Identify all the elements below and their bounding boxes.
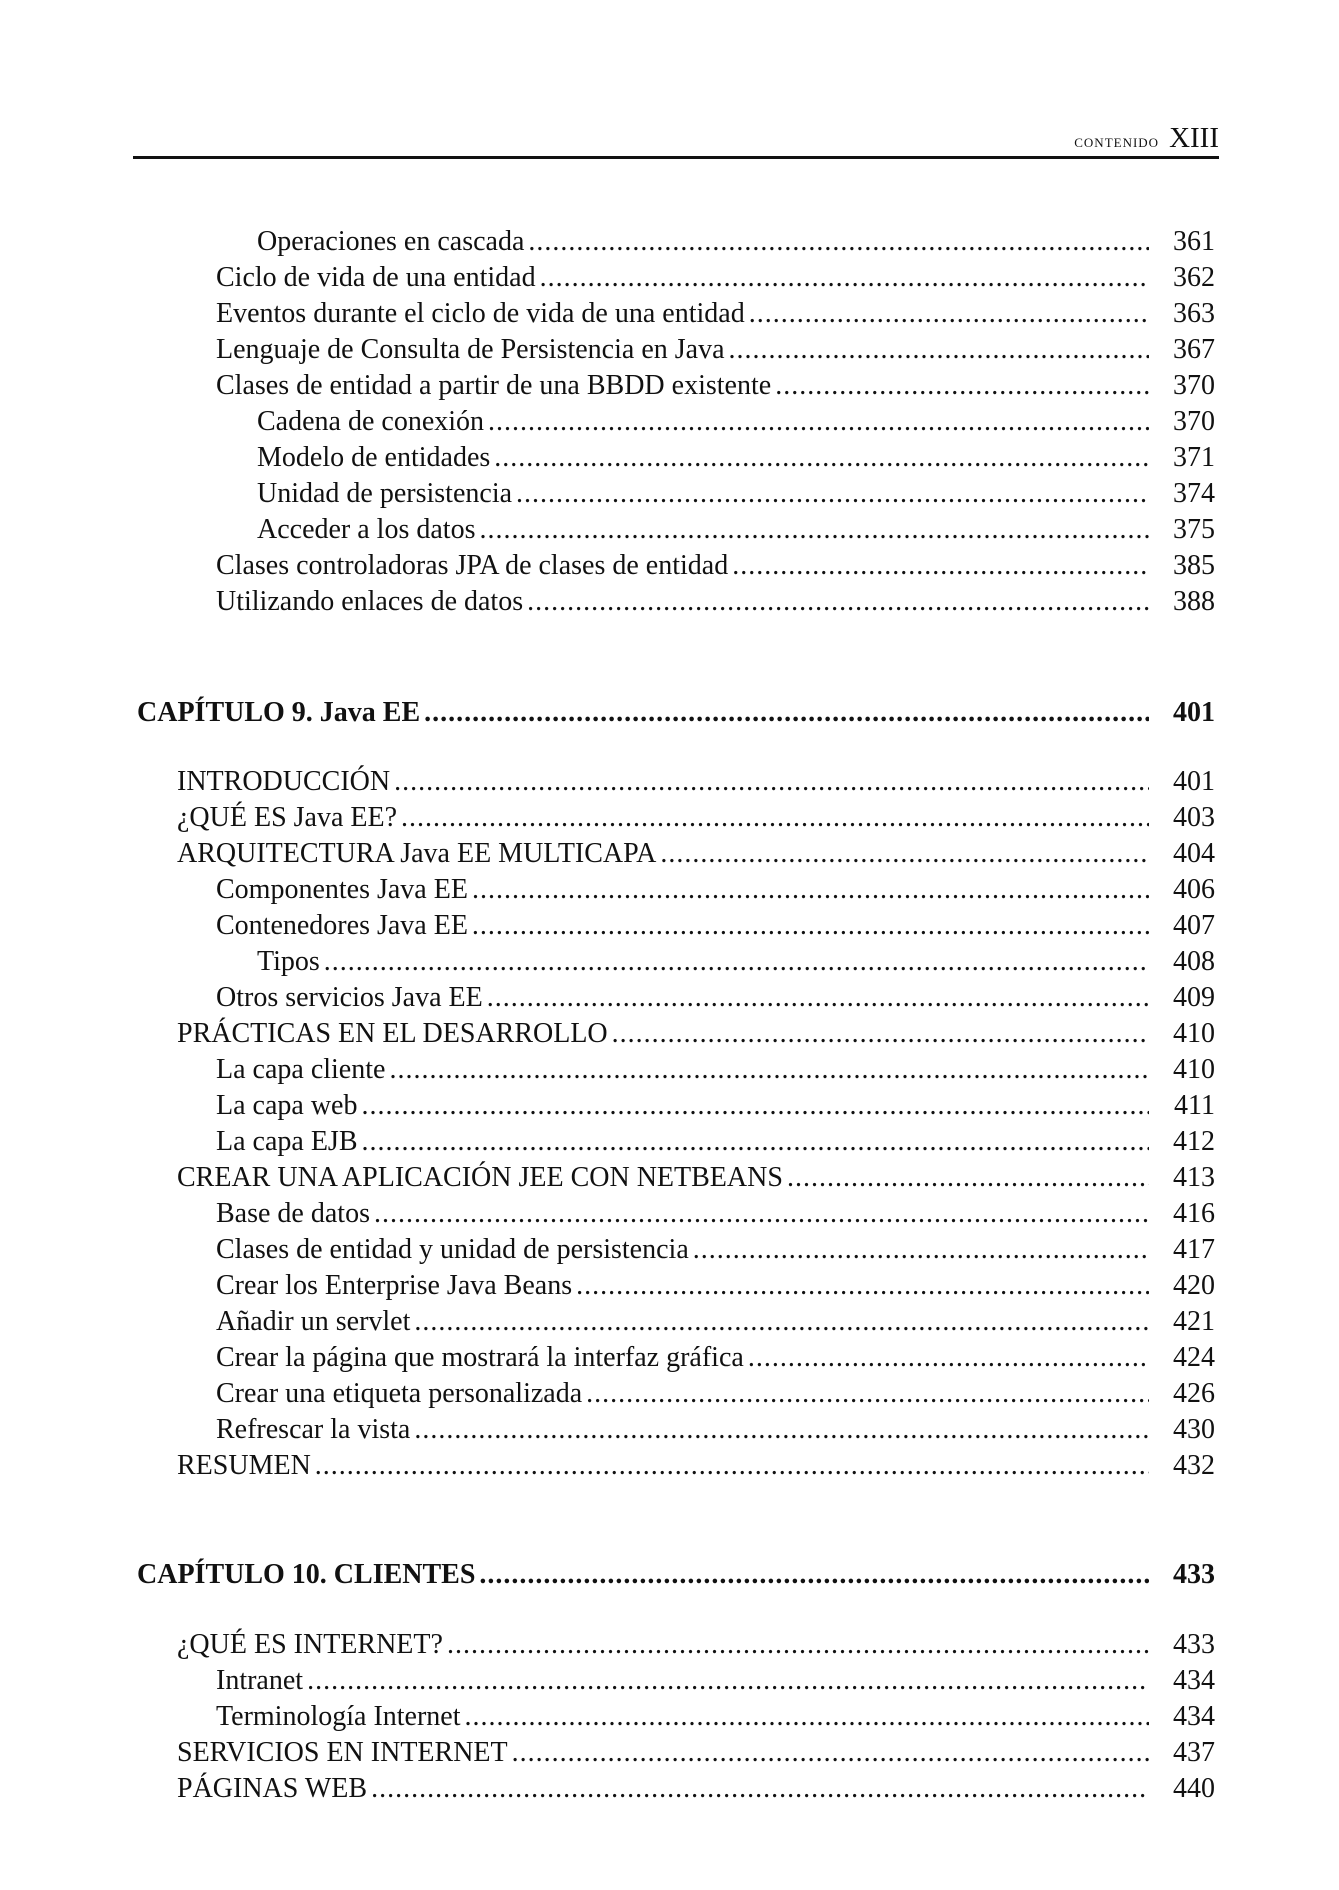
dot-leader bbox=[516, 476, 1149, 512]
toc-entry-page: 410 bbox=[1173, 1018, 1215, 1049]
toc-entry-title: La capa web bbox=[216, 1090, 358, 1121]
toc-entry-page: 404 bbox=[1173, 838, 1215, 869]
dot-leader bbox=[361, 1088, 1149, 1124]
toc-entry-title: Refrescar la vista bbox=[216, 1414, 411, 1445]
toc-entry-page: 420 bbox=[1173, 1270, 1215, 1301]
toc-entry bbox=[257, 476, 1215, 512]
toc-entry-page: 362 bbox=[1173, 262, 1215, 293]
toc-entry bbox=[216, 332, 1215, 368]
dot-leader bbox=[307, 1663, 1149, 1699]
dot-leader bbox=[324, 944, 1149, 980]
toc-entry-title: Terminología Internet bbox=[216, 1701, 461, 1732]
toc-entry-page: 409 bbox=[1173, 982, 1215, 1013]
toc-entry-page: 406 bbox=[1173, 874, 1215, 905]
toc-entry bbox=[216, 1088, 1215, 1124]
toc-entry-title: Acceder a los datos bbox=[257, 514, 476, 545]
toc-entry-title: Componentes Java EE bbox=[216, 874, 468, 905]
toc-entry bbox=[216, 908, 1215, 944]
dot-leader bbox=[660, 836, 1149, 872]
toc-entry bbox=[216, 1124, 1215, 1160]
toc-entry-page: 440 bbox=[1173, 1773, 1215, 1804]
toc-entry bbox=[177, 800, 1215, 836]
toc-entry-page: 434 bbox=[1173, 1701, 1215, 1732]
toc-entry-title: Clases controladoras JPA de clases de entidad bbox=[216, 550, 729, 581]
dot-leader bbox=[472, 872, 1149, 908]
toc-entry-title: Crear una etiqueta personalizada bbox=[216, 1378, 583, 1409]
toc-entry-title: Modelo de entidades bbox=[257, 442, 491, 473]
toc-entry bbox=[216, 872, 1215, 908]
toc-entry-page: 363 bbox=[1173, 298, 1215, 329]
toc-entry-page: 417 bbox=[1173, 1234, 1215, 1265]
toc-entry-page: 416 bbox=[1173, 1198, 1215, 1229]
toc-entry-title: INTRODUCCIÓN bbox=[177, 766, 391, 797]
toc-entry-title: PRÁCTICAS EN EL DESARROLLO bbox=[177, 1018, 608, 1049]
toc-entry-title: Operaciones en cascada bbox=[257, 226, 525, 257]
dot-leader bbox=[488, 404, 1149, 440]
toc-entry bbox=[216, 1412, 1215, 1448]
toc-entry-page: 434 bbox=[1173, 1665, 1215, 1696]
toc-entry-page: 426 bbox=[1173, 1378, 1215, 1409]
dot-leader bbox=[479, 1557, 1149, 1593]
dot-leader bbox=[512, 1735, 1149, 1771]
toc-entry bbox=[216, 1232, 1215, 1268]
toc-entry-page: 410 bbox=[1173, 1054, 1215, 1085]
dot-leader bbox=[732, 548, 1149, 584]
toc-entry-title: ¿QUÉ ES Java EE? bbox=[177, 802, 398, 833]
toc-entry-page: 388 bbox=[1173, 586, 1215, 617]
toc-entry-page: 424 bbox=[1173, 1342, 1215, 1373]
toc-entry-title: SERVICIOS EN INTERNET bbox=[177, 1737, 508, 1768]
toc-entry-page: 432 bbox=[1173, 1450, 1215, 1481]
dot-leader bbox=[447, 1627, 1149, 1663]
toc-entry-page: 375 bbox=[1173, 514, 1215, 545]
toc-entry-page: 367 bbox=[1173, 334, 1215, 365]
toc-entry-title: Base de datos bbox=[216, 1198, 370, 1229]
toc-entry-page: 433 bbox=[1173, 1629, 1215, 1660]
toc-entry-title: Crear la página que mostrará la interfaz gráfica bbox=[216, 1342, 744, 1373]
toc-entry bbox=[216, 584, 1215, 620]
toc-entry-title: La capa EJB bbox=[216, 1126, 358, 1157]
toc-entry-title: ¿QUÉ ES INTERNET? bbox=[177, 1629, 443, 1660]
toc-entry bbox=[216, 1304, 1215, 1340]
dot-leader bbox=[528, 224, 1149, 260]
toc-entry-title: Añadir un servlet bbox=[216, 1306, 411, 1337]
toc-entry bbox=[257, 944, 1215, 980]
toc-entry bbox=[216, 1699, 1215, 1735]
dot-leader bbox=[414, 1412, 1149, 1448]
toc-entry bbox=[257, 512, 1215, 548]
toc-entry-page: 385 bbox=[1173, 550, 1215, 581]
dot-leader bbox=[775, 368, 1149, 404]
dot-leader bbox=[394, 764, 1149, 800]
dot-leader bbox=[612, 1016, 1149, 1052]
toc-entry-page: 411 bbox=[1174, 1090, 1215, 1121]
toc-entry bbox=[216, 1268, 1215, 1304]
toc-entry-page: 430 bbox=[1173, 1414, 1215, 1445]
toc-entry bbox=[177, 1627, 1215, 1663]
toc-entry-title: Otros servicios Java EE bbox=[216, 982, 483, 1013]
toc-entry bbox=[216, 1340, 1215, 1376]
dot-leader bbox=[472, 908, 1149, 944]
dot-leader bbox=[749, 296, 1149, 332]
toc-chapter-heading bbox=[137, 695, 1215, 731]
toc-entry bbox=[216, 1196, 1215, 1232]
page-number-roman: XIII bbox=[1169, 122, 1219, 154]
toc-entry-page: 371 bbox=[1173, 442, 1215, 473]
dot-leader bbox=[424, 695, 1149, 731]
toc-entry bbox=[216, 296, 1215, 332]
dot-leader bbox=[479, 512, 1149, 548]
dot-leader bbox=[576, 1268, 1149, 1304]
toc-entry-title: CAPÍTULO 10. CLIENTES bbox=[137, 1559, 476, 1590]
dot-leader bbox=[389, 1052, 1149, 1088]
toc-entry bbox=[177, 1016, 1215, 1052]
toc-entry bbox=[257, 440, 1215, 476]
dot-leader bbox=[465, 1699, 1149, 1735]
toc-entry-page: 361 bbox=[1173, 226, 1215, 257]
toc-entry bbox=[177, 1771, 1215, 1807]
dot-leader bbox=[787, 1160, 1149, 1196]
toc-entry bbox=[216, 1376, 1215, 1412]
toc-entry bbox=[216, 1663, 1215, 1699]
toc-entry-title: ARQUITECTURA Java EE MULTICAPA bbox=[177, 838, 657, 869]
toc-entry-title: Utilizando enlaces de datos bbox=[216, 586, 524, 617]
toc-entry bbox=[257, 404, 1215, 440]
toc-entry-title: Ciclo de vida de una entidad bbox=[216, 262, 536, 293]
dot-leader bbox=[494, 440, 1149, 476]
toc-entry-title: CREAR UNA APLICACIÓN JEE CON NETBEANS bbox=[177, 1162, 783, 1193]
dot-leader bbox=[401, 800, 1149, 836]
toc-entry-title: Eventos durante el ciclo de vida de una entidad bbox=[216, 298, 745, 329]
toc-entry bbox=[177, 764, 1215, 800]
dot-leader bbox=[540, 260, 1149, 296]
dot-leader bbox=[374, 1196, 1149, 1232]
toc-entry bbox=[216, 368, 1215, 404]
dot-leader bbox=[729, 332, 1150, 368]
dot-leader bbox=[586, 1376, 1149, 1412]
toc-entry-page: 370 bbox=[1173, 406, 1215, 437]
toc-entry bbox=[216, 1052, 1215, 1088]
toc-entry-title: Clases de entidad a partir de una BBDD existente bbox=[216, 370, 772, 401]
dot-leader bbox=[371, 1771, 1149, 1807]
toc-entry bbox=[177, 836, 1215, 872]
dot-leader bbox=[487, 980, 1149, 1016]
toc-entry bbox=[257, 224, 1215, 260]
toc-entry-page: 407 bbox=[1173, 910, 1215, 941]
toc-entry-page: 374 bbox=[1173, 478, 1215, 509]
toc-entry-title: PÁGINAS WEB bbox=[177, 1773, 368, 1804]
dot-leader bbox=[693, 1232, 1149, 1268]
dot-leader bbox=[315, 1448, 1149, 1484]
toc-entry bbox=[177, 1735, 1215, 1771]
toc-entry bbox=[177, 1448, 1215, 1484]
toc-entry-title: Contenedores Java EE bbox=[216, 910, 468, 941]
toc-entry-title: La capa cliente bbox=[216, 1054, 386, 1085]
toc-entry-page: 401 bbox=[1173, 766, 1215, 797]
toc-entry bbox=[216, 260, 1215, 296]
toc-entry-title: Clases de entidad y unidad de persistencia bbox=[216, 1234, 689, 1265]
toc-entry bbox=[216, 548, 1215, 584]
toc-entry-page: 370 bbox=[1173, 370, 1215, 401]
toc-entry-title: Unidad de persistencia bbox=[257, 478, 513, 509]
toc-entry-page: 421 bbox=[1173, 1306, 1215, 1337]
toc-entry-page: 403 bbox=[1173, 802, 1215, 833]
toc-entry-page: 408 bbox=[1173, 946, 1215, 977]
toc-entry-page: 412 bbox=[1173, 1126, 1215, 1157]
toc-chapter-heading bbox=[137, 1557, 1215, 1593]
dot-leader bbox=[362, 1124, 1150, 1160]
toc-entry-title: Crear los Enterprise Java Beans bbox=[216, 1270, 573, 1301]
toc-entry-page: 433 bbox=[1173, 1559, 1215, 1590]
toc-entry-title: Intranet bbox=[216, 1665, 304, 1696]
toc-entry-title: CAPÍTULO 9. Java EE bbox=[137, 697, 421, 728]
toc-entry-page: 401 bbox=[1173, 697, 1215, 728]
dot-leader bbox=[527, 584, 1149, 620]
toc-entry-page: 437 bbox=[1173, 1737, 1215, 1768]
running-head-section: contenido bbox=[1074, 131, 1160, 152]
toc-entry-title: Tipos bbox=[257, 946, 320, 977]
toc-entry bbox=[177, 1160, 1215, 1196]
toc-entry-title: Lenguaje de Consulta de Persistencia en Java bbox=[216, 334, 725, 365]
toc-entry-page: 413 bbox=[1173, 1162, 1215, 1193]
toc-entry-title: RESUMEN bbox=[177, 1450, 311, 1481]
toc-entry-title: Cadena de conexión bbox=[257, 406, 485, 437]
dot-leader bbox=[748, 1340, 1149, 1376]
dot-leader bbox=[414, 1304, 1149, 1340]
toc-entry bbox=[216, 980, 1215, 1016]
